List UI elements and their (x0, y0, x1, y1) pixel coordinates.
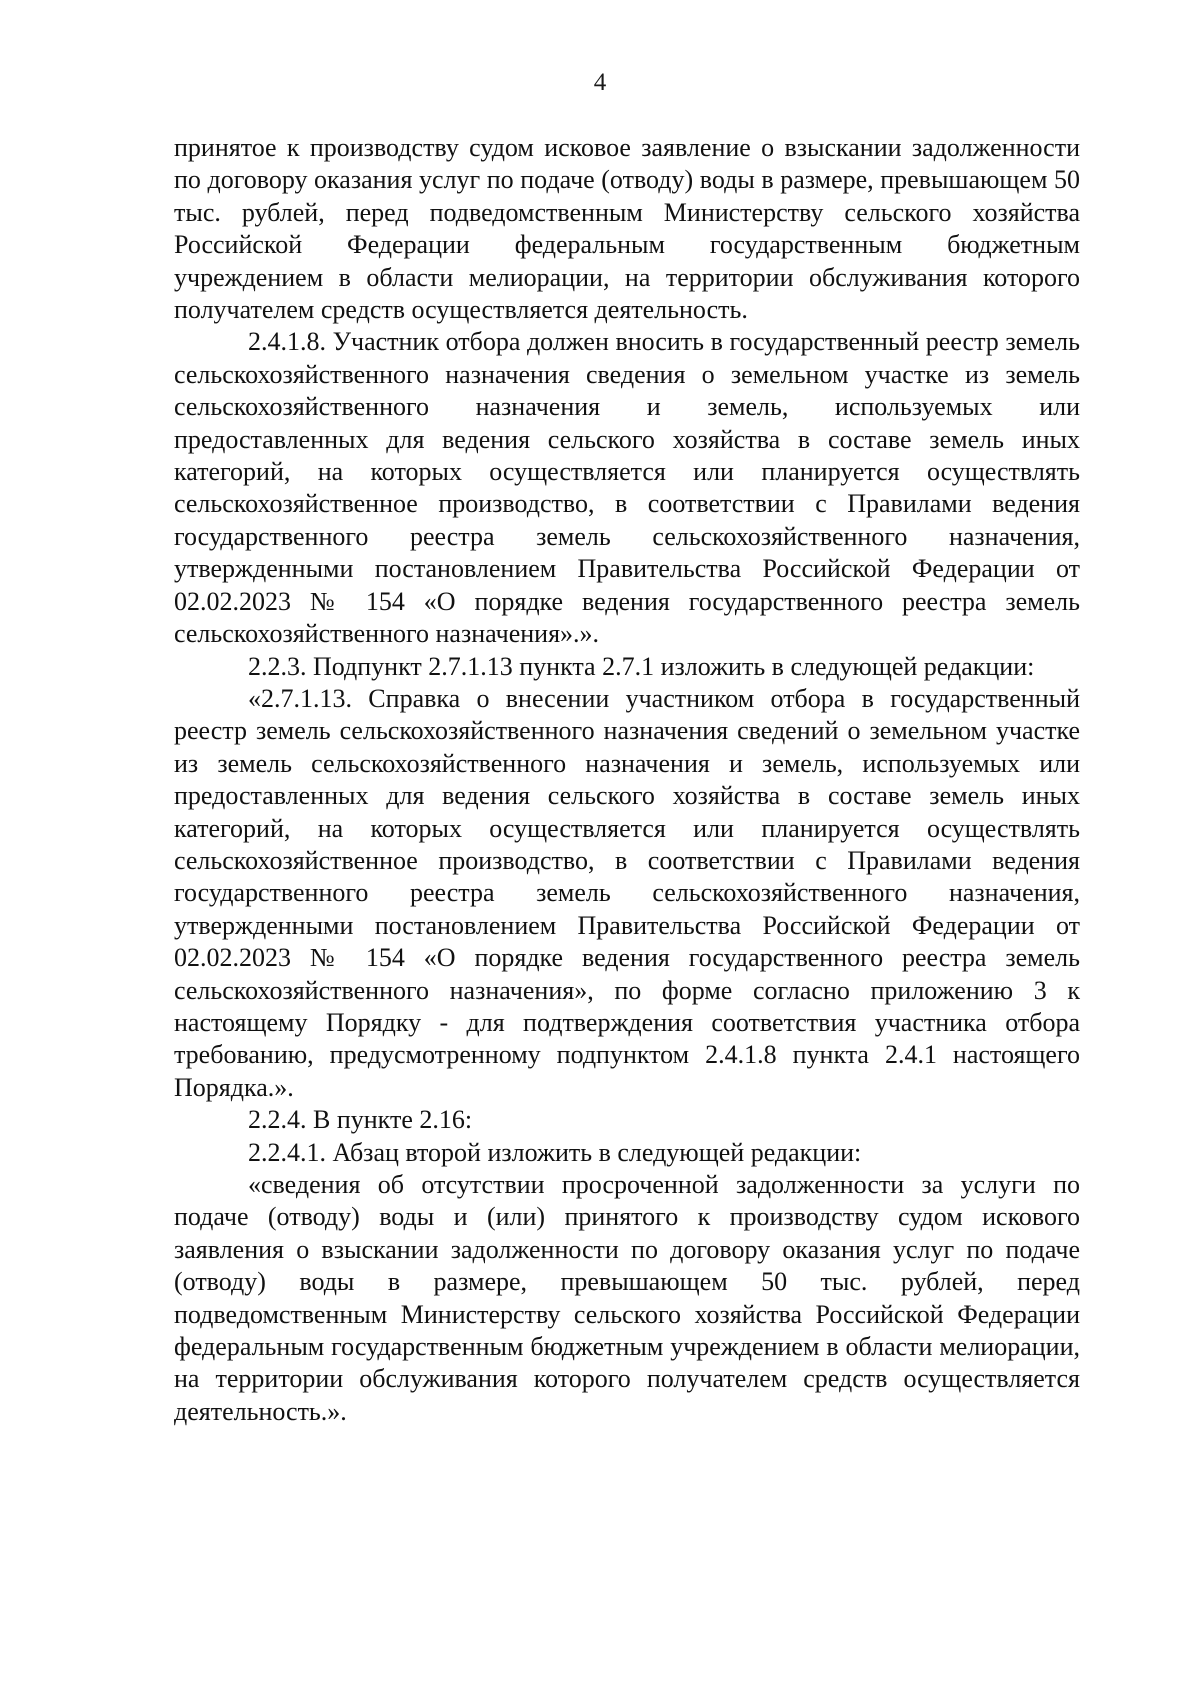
paragraph-2-4-1-8: 2.4.1.8. Участник отбора должен вносить в государственный реестр земель сельскохозяйственного назначения сведения о земельном участке из земель сельскохозяйственного назначения и земель, используемых или предоставленных для ведения сельского хозяйства в составе земель иных категорий, на которых осуществляется или планируется осуществлять сельскохозяйственное производство, в соответствии с Правилами ведения государственного реестра земель сельскохозяйственного назначения, утвержденными постановлением Правительства Российской Федерации от 02.02.2023 № 154 «О порядке ведения государственного реестра земель сельскохозяйственного назначения».». (174, 327, 1080, 649)
page-number: 4 (593, 69, 607, 96)
paragraph-2-2-4: 2.2.4. В пункте 2.16: (248, 1105, 473, 1135)
document-body (174, 132, 1080, 1428)
paragraph-continuation: принятое к производству судом исковое заявление о взыскании задолженности по договору оказания услуг по подаче (отводу) воды в размере, превышающем 50 тыс. рублей, перед подведомственным Министерству сельского хозяйства Российской Федерации федеральным государственным бюджетным учреждением в области мелиорации, на территории обслуживания которого получателем средств осуществляется деятельность. (174, 133, 1080, 325)
paragraph-2-2-4-1: 2.2.4.1. Абзац второй изложить в следующей редакции: (248, 1137, 862, 1167)
paragraph-2-7-1-13: «2.7.1.13. Справка о внесении участником отбора в государственный реестр земель сельскохозяйственного назначения сведений о земельном участке из земель сельскохозяйственного назначения и земель, используемых или предоставленных для ведения сельского хозяйства в составе земель иных категорий, на которых осуществляется или планируется осуществлять сельскохозяйственное производство, в соответствии с Правилами ведения государственного реестра земель сельскохозяйственного назначения, утвержденными постановлением Правительства Российской Федерации от 02.02.2023 № 154 «О порядке ведения государственного реестра земель сельскохозяйственного назначения», по форме согласно приложению 3 к настоящему Порядку - для подтверждения соответствия участника отбора требованию, предусмотренному подпунктом 2.4.1.8 пункта 2.4.1 настоящего Порядка.». (174, 683, 1080, 1102)
paragraph-svedeniya: «сведения об отсутствии просроченной задолженности за услуги по подаче (отводу) воды и (или) принятого к производству судом искового заявления о взыскании задолженности по договору оказания услуг по подаче (отводу) воды в размере, превышающем 50 тыс. рублей, перед подведомственным Министерству сельского хозяйства Российской Федерации федеральным государственным бюджетным учреждением в области мелиорации, на территории обслуживания которого получателем средств осуществляется деятельность.». (174, 1170, 1080, 1426)
paragraph-2-2-3: 2.2.3. Подпункт 2.7.1.13 пункта 2.7.1 изложить в следующей редакции: (248, 651, 1035, 681)
